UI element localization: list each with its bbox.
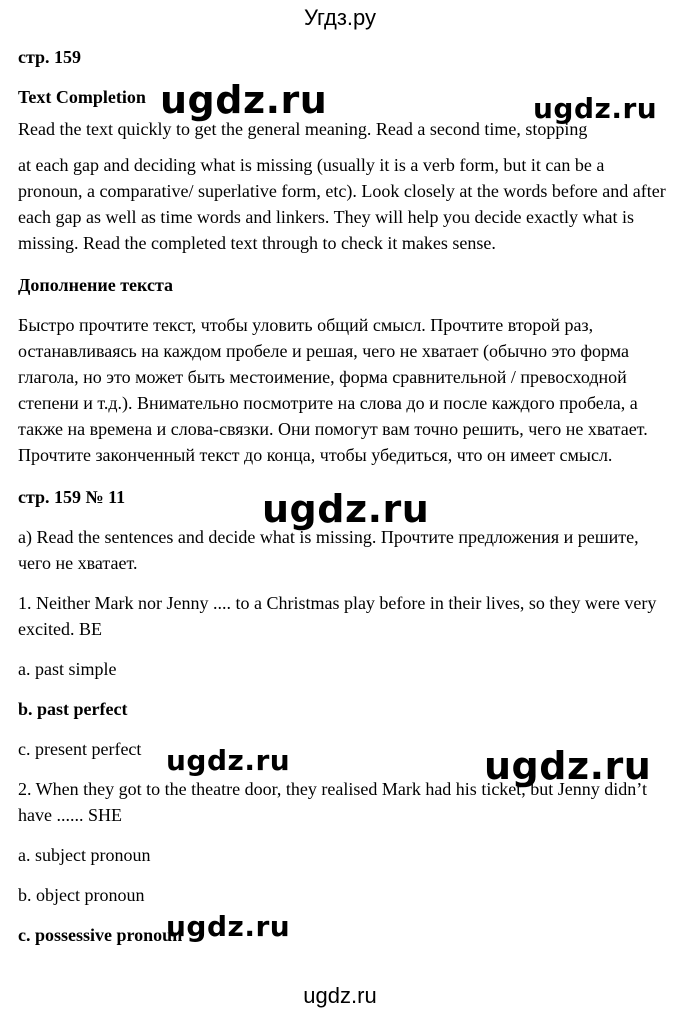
question-2: 2. When they got to the theatre door, they realised Mark had his ticket, but Jenny didn’t have ...... SHE [18,779,647,825]
watermark: ugdz.ru [166,744,291,777]
q1-option-c: c. present perfect [18,739,142,759]
watermark: ugdz.ru [533,92,658,125]
question-1: 1. Neither Mark nor Jenny .... to a Christmas play before in their lives, so they were very excited. BE [18,593,657,639]
watermark: ugdz.ru [262,487,430,531]
q2-option-c-answer: c. possessive pronoun [18,925,183,945]
section-text-ru: Быстро прочтите текст, чтобы уловить общий смысл. Прочтите второй раз, останавливаясь на каждом пробеле и решая, чего не хватает (обычно это форма глагола, но это может быть местоимение, форма сравнительной / превосходной степени и т.д.). Внимательно посмотрите на слова до и после каждого пробела, а также на времена и слова-связки. Они помогут вам точно решить, чего не хватает. Прочтите законченный текст до конца, чтобы убедиться, что он имеет смысл. [18,315,648,465]
page-ref: стр. 159 [18,47,82,67]
section-text-en: at each gap and deciding what is missing (usually it is a verb form, but it can be a pronoun, a comparative/ superlative form, etc). Look closely at the words before and after each gap as well as time words and linkers. They will help you decide exactly what is missing. Read the completed text through to check it makes sense. [18,155,666,253]
section-title-en: Text Completion [18,87,146,107]
site-header: Угдз.ру [303,5,377,30]
q2-option-a: a. subject pronoun [18,845,151,865]
task-intro: a) Read the sentences and decide what is missing. Прочтите предложения и решите, чего не хватает. [18,527,639,573]
page-ref-exercise: стр. 159 № 11 [18,487,126,507]
section-title-ru: Дополнение текста [18,275,174,295]
watermark: ugdz.ru [166,910,291,943]
watermark: ugdz.ru [160,78,328,122]
q2-option-b: b. object pronoun [18,885,145,905]
section-text-en-line1: Read the text quickly to get the general meaning. Read a second time, stopping [18,119,588,139]
q1-option-a: a. past simple [18,659,117,679]
watermark: ugdz.ru [484,744,652,788]
q1-option-b-answer: b. past perfect [18,699,128,719]
site-footer: ugdz.ru [303,983,377,1008]
